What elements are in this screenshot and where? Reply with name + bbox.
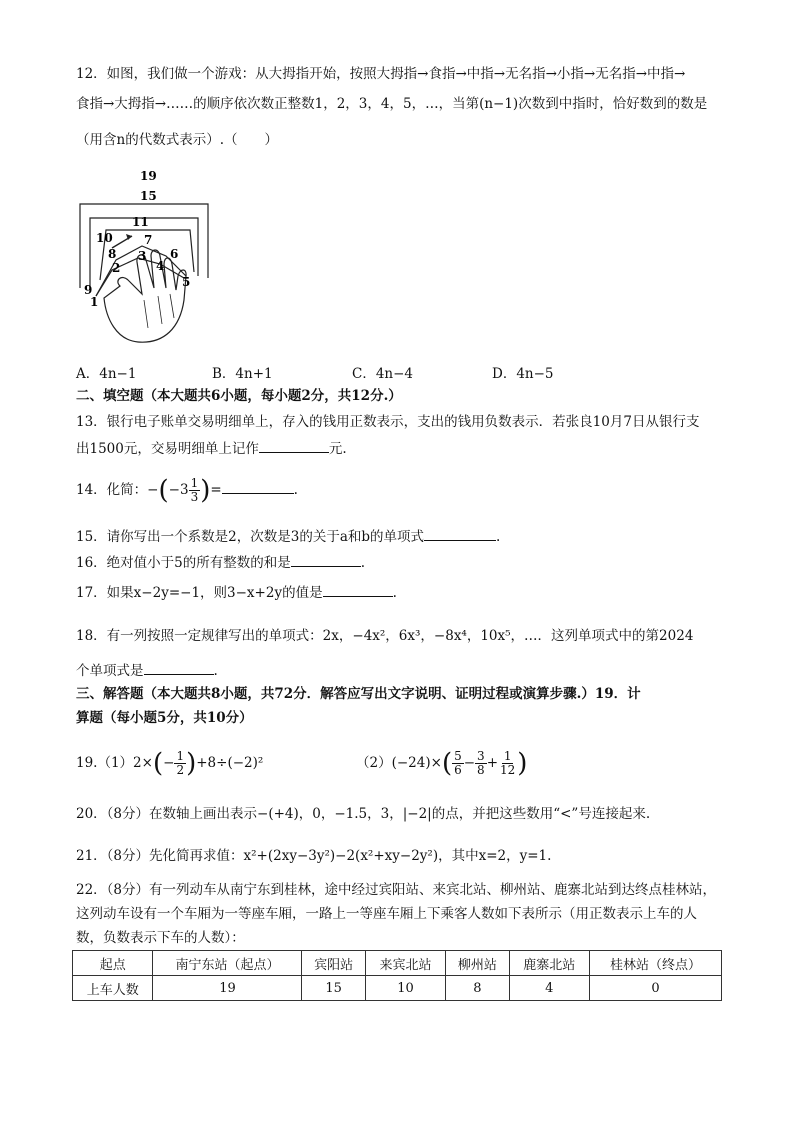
q14-answer-blank[interactable]	[222, 479, 294, 494]
table-cell: 19	[153, 976, 302, 1001]
finger-count-figure	[76, 168, 216, 348]
q14-line: 14．化简：−(−3 $\frac{1}{3}$ )= .	[76, 475, 298, 506]
table-header-cell: 宾阳站	[302, 951, 365, 976]
q19-p2-frac-c	[498, 750, 517, 777]
q19-p2-frac-a	[452, 750, 464, 777]
q13-answer-blank[interactable]	[259, 438, 329, 453]
q14-equals: =	[210, 482, 222, 498]
table-header-cell: 来宾北站	[365, 951, 445, 976]
q12-line1: 12．如图，我们做一个游戏：从大拇指开始，按照大拇指→食指→中指→无名指→小指→无名指→中指→	[76, 66, 686, 82]
q17-line	[76, 582, 397, 603]
fig-label-3: 3	[138, 249, 147, 263]
section3-line2: 算题（每小题5分，共10分）	[76, 710, 253, 726]
q14-inner-int: −3	[168, 482, 189, 498]
q12-option-b[interactable]: B．4n+1	[212, 366, 273, 382]
fig-label-19: 19	[140, 169, 157, 183]
q19-p2-c-num: 1	[503, 749, 512, 763]
table-row	[73, 976, 722, 1001]
q19-p2-prefix: （2）(−24)×	[356, 755, 442, 771]
table-cell: 0	[590, 976, 722, 1001]
fig-label-8: 8	[108, 247, 117, 261]
q15-end: .	[496, 529, 501, 545]
q18-line2	[76, 660, 218, 681]
q16-text: 16．绝对值小于5的所有整数的和是	[76, 555, 291, 571]
q15-answer-blank[interactable]	[424, 526, 496, 541]
q19-p1-fraction	[174, 750, 186, 777]
q19-p2-a-num: 5	[454, 749, 462, 763]
q19-p2-c-den: 12	[500, 763, 516, 777]
q12-option-a[interactable]: A．4n−1	[76, 366, 137, 382]
q19-p2-b-num: 3	[477, 749, 485, 763]
table-cell: 4	[509, 976, 589, 1001]
section3-line1: 三、解答题（本大题共8小题，共72分．解答应写出文字说明、证明过程或演算步骤.）19．计	[76, 686, 641, 702]
q12-option-c[interactable]: C．4n−4	[352, 366, 414, 382]
fig-label-9: 9	[84, 283, 93, 297]
fig-label-4: 4	[156, 259, 165, 273]
table-header-cell: 桂林站（终点）	[590, 951, 722, 976]
q18-answer-blank[interactable]	[144, 660, 214, 675]
table-cell: 8	[446, 976, 509, 1001]
q12-line3: （用含n的代数式表示）.（ ）	[76, 132, 278, 148]
q14-frac-den: 3	[190, 490, 199, 504]
q18-end: .	[213, 663, 218, 679]
fig-label-6: 6	[170, 247, 179, 261]
q16-line	[76, 552, 365, 573]
q16-end: .	[360, 555, 366, 571]
q17-text: 17．如果x−2y=−1，则3−x+2y的值是	[76, 585, 323, 601]
table-header-cell: 起点	[73, 951, 153, 976]
fig-label-11: 11	[132, 215, 149, 229]
q18-line1: 18．有一列按照一定规律写出的单项式：2x，−4x²，6x³，−8x⁴，10x⁵，…．这列单项式中的第2024	[76, 628, 694, 644]
q17-end: .	[392, 585, 397, 601]
fig-label-7: 7	[144, 233, 153, 247]
q19-p2-a-den: 6	[454, 763, 462, 777]
q22-line2: 这列动车设有一个车厢为一等座车厢，一路上一等座车厢上下乘客人数如下表所示（用正数表示上车的人	[76, 906, 697, 922]
q13-line2-end: 元.	[328, 441, 347, 457]
table-header-cell: 鹿寨北站	[509, 951, 589, 976]
fig-label-10: 10	[96, 231, 113, 245]
section2-title: 二、填空题（本大题共6小题，每小题2分，共12分.）	[76, 388, 402, 404]
table-row	[73, 951, 722, 976]
q15-text: 15．请你写出一个系数是2，次数是3的关于a和b的单项式	[76, 529, 425, 545]
q19-p1-num: 1	[176, 749, 185, 763]
q20-text: 20．（8分）在数轴上画出表示−(+4)，0，−1.5，3，|−2|的点，并把这些数用“<”号连接起来.	[76, 806, 651, 822]
q13-line1: 13．银行电子账单交易明细单上，存入的钱用正数表示，支出的钱用负数表示．若张良10月7日从银行支	[76, 414, 700, 430]
q12-option-d[interactable]: D．4n−5	[492, 366, 554, 382]
fig-label-2: 2	[112, 261, 121, 275]
q14-fraction	[189, 477, 201, 504]
table-header-cell: 南宁东站（起点）	[153, 951, 302, 976]
q12-line2: 食指→大拇指→……的顺序依次数正整数1，2，3，4，5，…，当第(n−1)次数到中指时，恰好数到的数是	[76, 96, 708, 112]
q13-line2-text: 出1500元，交易明细单上记作	[76, 441, 259, 457]
q16-answer-blank[interactable]	[291, 552, 361, 567]
table-header-cell: 柳州站	[446, 951, 509, 976]
q21-text: 21．（8分）先化简再求值：x²+(2xy−3y²)−2(x²+xy−2y²)，其中x=2，y=1.	[76, 848, 552, 864]
q15-line	[76, 526, 500, 547]
q22-line3: 数，负数表示下车的人数）：	[76, 930, 245, 946]
table-cell: 15	[302, 976, 365, 1001]
q13-line2	[76, 438, 347, 459]
q22-line1: 22．（8分）有一列动车从南宁东到桂林，途中经过宾阳站、来宾北站、柳州站、鹿寨北站到达终点桂林站，	[76, 882, 717, 898]
q14-frac-num: 1	[190, 476, 199, 490]
fig-label-15: 15	[140, 189, 157, 203]
q19-p1-den: 2	[176, 763, 185, 777]
table-cell: 10	[365, 976, 445, 1001]
q22-table	[72, 950, 722, 1001]
q19-p2-b-den: 8	[477, 763, 485, 777]
fig-label-5: 5	[182, 275, 191, 289]
q17-answer-blank[interactable]	[323, 582, 393, 597]
q19-p1-prefix: 19.（1）2×	[76, 755, 153, 771]
q14-end: .	[293, 482, 298, 498]
q14-prefix: 14．化简：−	[76, 482, 159, 498]
q19-part2: （2）(−24)×( $\frac{5}{6}$ − $\frac{3}{8}$ + $\frac{1}{12}$ )	[356, 748, 528, 779]
q19-part1: 19.（1）2×(− $\frac{1}{2}$ )+8÷(−2)²	[76, 748, 264, 779]
table-cell: 上车人数	[73, 976, 153, 1001]
q19-p2-frac-b	[475, 750, 487, 777]
fig-label-1: 1	[90, 295, 99, 309]
q18-line2-text: 个单项式是	[76, 663, 144, 679]
q19-p1-suffix: +8÷(−2)²	[196, 755, 264, 771]
